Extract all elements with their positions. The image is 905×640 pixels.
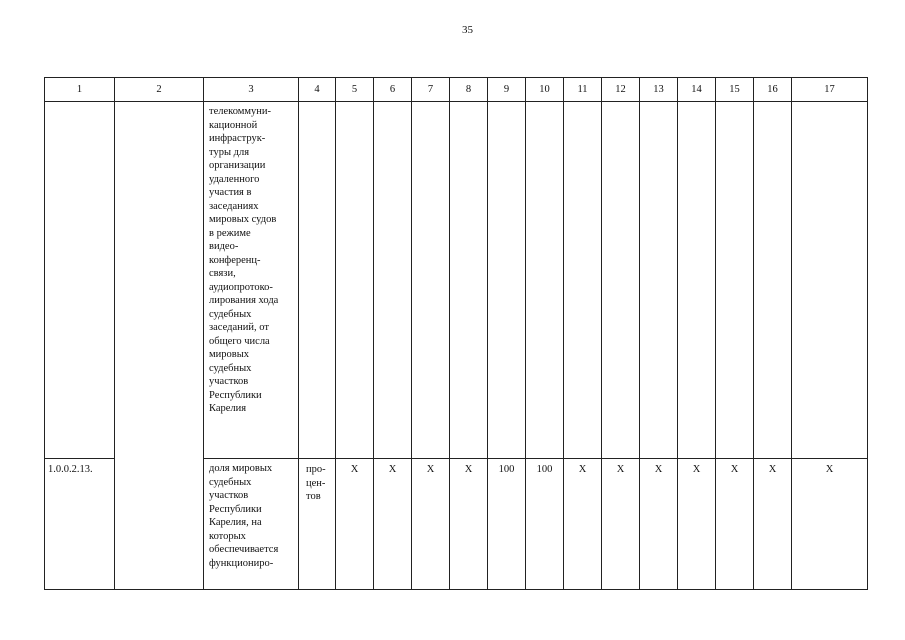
header-cell: 14	[678, 78, 716, 102]
header-cell: 11	[564, 78, 602, 102]
header-cell: 17	[792, 78, 868, 102]
value-cell	[602, 102, 640, 459]
value-cell	[640, 102, 678, 459]
value-cell	[374, 102, 412, 459]
value-cell	[412, 102, 450, 459]
header-cell: 2	[115, 78, 204, 102]
unit-cell: про- цен- тов	[299, 459, 336, 590]
value-cell	[488, 102, 526, 459]
value-cell: Х	[678, 459, 716, 590]
description-cell: телекоммуни- кационной инфраструк- туры для организации удаленного участия в заседаниях мировых судов в режиме видео- конференц- связи, аудиопротоко- лирования хода судебных заседаний, от общего числа мировых судебных участков Республики Карелия	[204, 102, 299, 459]
value-cell	[336, 102, 374, 459]
header-cell: 9	[488, 78, 526, 102]
merged-cell	[115, 102, 204, 590]
value-cell: Х	[640, 459, 678, 590]
header-cell: 5	[336, 78, 374, 102]
value-cell: 100	[526, 459, 564, 590]
value-cell: Х	[602, 459, 640, 590]
table-row	[45, 102, 868, 459]
value-cell: 100	[488, 459, 526, 590]
header-cell: 13	[640, 78, 678, 102]
value-cell: Х	[450, 459, 488, 590]
header-cell: 10	[526, 78, 564, 102]
page-number: 35	[462, 24, 473, 36]
value-cell: Х	[412, 459, 450, 590]
value-cell	[792, 102, 868, 459]
header-cell: 1	[45, 78, 115, 102]
value-cell	[526, 102, 564, 459]
description-cell: доля мировых судебных участков Республики Карелия, на которых обеспечивается функциониро-	[204, 459, 299, 590]
value-cell	[754, 102, 792, 459]
header-cell: 12	[602, 78, 640, 102]
code-cell	[45, 102, 115, 459]
header-cell: 8	[450, 78, 488, 102]
value-cell: Х	[792, 459, 868, 590]
data-table	[44, 77, 868, 590]
value-cell	[450, 102, 488, 459]
table-header-row	[45, 78, 868, 102]
unit-cell	[299, 102, 336, 459]
value-cell	[564, 102, 602, 459]
header-cell: 7	[412, 78, 450, 102]
value-cell	[678, 102, 716, 459]
header-cell: 4	[299, 78, 336, 102]
value-cell: Х	[564, 459, 602, 590]
code-cell: 1.0.0.2.13.	[45, 459, 115, 590]
header-cell: 15	[716, 78, 754, 102]
value-cell: Х	[754, 459, 792, 590]
header-cell: 3	[204, 78, 299, 102]
header-cell: 16	[754, 78, 792, 102]
header-cell: 6	[374, 78, 412, 102]
value-cell: Х	[336, 459, 374, 590]
value-cell: Х	[374, 459, 412, 590]
value-cell	[716, 102, 754, 459]
value-cell: Х	[716, 459, 754, 590]
